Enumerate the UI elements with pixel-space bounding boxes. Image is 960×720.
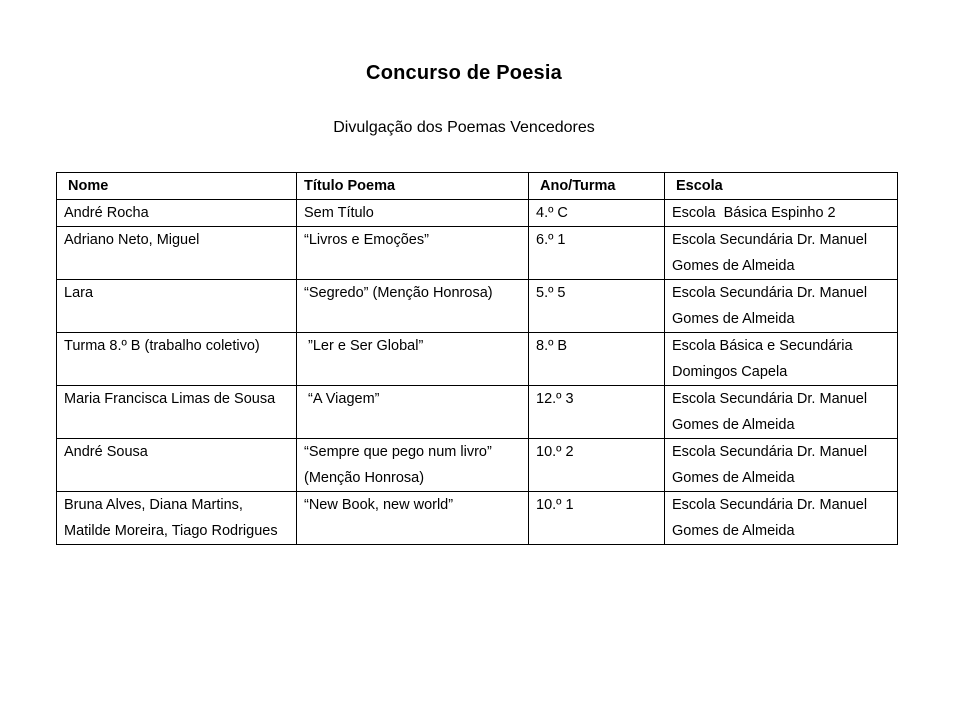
cell-titulo: “A Viagem” bbox=[297, 386, 529, 439]
cell-escola: Escola Secundária Dr. Manuel Gomes de Almeida bbox=[665, 227, 898, 280]
table-row bbox=[57, 200, 898, 227]
cell-ano-turma: 5.º 5 bbox=[529, 280, 665, 333]
header-titulo-poema bbox=[297, 173, 529, 200]
cell-escola: Escola Básica e Secundária Domingos Capela bbox=[665, 333, 898, 386]
cell-titulo: “Livros e Emoções” bbox=[297, 227, 529, 280]
header-escola-label: Escola bbox=[676, 178, 723, 194]
cell-escola: Escola Secundária Dr. Manuel Gomes de Almeida bbox=[665, 439, 898, 492]
table-row bbox=[57, 439, 898, 492]
table-row bbox=[57, 386, 898, 439]
header-nome-label: Nome bbox=[68, 178, 109, 194]
cell-escola: Escola Básica Espinho 2 bbox=[665, 200, 898, 227]
cell-ano-turma: 4.º C bbox=[529, 200, 665, 227]
cell-escola: Escola Secundária Dr. Manuel Gomes de Almeida bbox=[665, 492, 898, 545]
cell-nome: Bruna Alves, Diana Martins, Matilde Moreira, Tiago Rodrigues bbox=[57, 492, 297, 545]
header-escola bbox=[665, 173, 898, 200]
page-title: Concurso de Poesia bbox=[366, 62, 562, 84]
header-titulo-label: Título Poema bbox=[304, 178, 396, 194]
cell-ano-turma: 8.º B bbox=[529, 333, 665, 386]
cell-titulo: “Segredo” (Menção Honrosa) bbox=[297, 280, 529, 333]
table-row bbox=[57, 333, 898, 386]
winners-table bbox=[56, 172, 898, 545]
table-header-row bbox=[57, 173, 898, 200]
header-ano-turma bbox=[529, 173, 665, 200]
cell-ano-turma: 12.º 3 bbox=[529, 386, 665, 439]
cell-nome: Maria Francisca Limas de Sousa bbox=[57, 386, 297, 439]
cell-nome: Adriano Neto, Miguel bbox=[57, 227, 297, 280]
header-nome bbox=[57, 173, 297, 200]
cell-titulo: “New Book, new world” bbox=[297, 492, 529, 545]
page-subtitle: Divulgação dos Poemas Vencedores bbox=[333, 119, 595, 136]
table-row bbox=[57, 492, 898, 545]
header-ano-label: Ano/Turma bbox=[540, 178, 616, 194]
cell-titulo: ”Ler e Ser Global” bbox=[297, 333, 529, 386]
cell-nome: Lara bbox=[57, 280, 297, 333]
cell-escola: Escola Secundária Dr. Manuel Gomes de Almeida bbox=[665, 386, 898, 439]
cell-ano-turma: 6.º 1 bbox=[529, 227, 665, 280]
cell-nome: Turma 8.º B (trabalho coletivo) bbox=[57, 333, 297, 386]
cell-ano-turma: 10.º 1 bbox=[529, 492, 665, 545]
cell-titulo: Sem Título bbox=[297, 200, 529, 227]
cell-titulo: “Sempre que pego num livro” (Menção Honrosa) bbox=[297, 439, 529, 492]
cell-nome: André Rocha bbox=[57, 200, 297, 227]
cell-ano-turma: 10.º 2 bbox=[529, 439, 665, 492]
cell-escola: Escola Secundária Dr. Manuel Gomes de Almeida bbox=[665, 280, 898, 333]
table-row bbox=[57, 280, 898, 333]
table-row bbox=[57, 227, 898, 280]
cell-nome: André Sousa bbox=[57, 439, 297, 492]
